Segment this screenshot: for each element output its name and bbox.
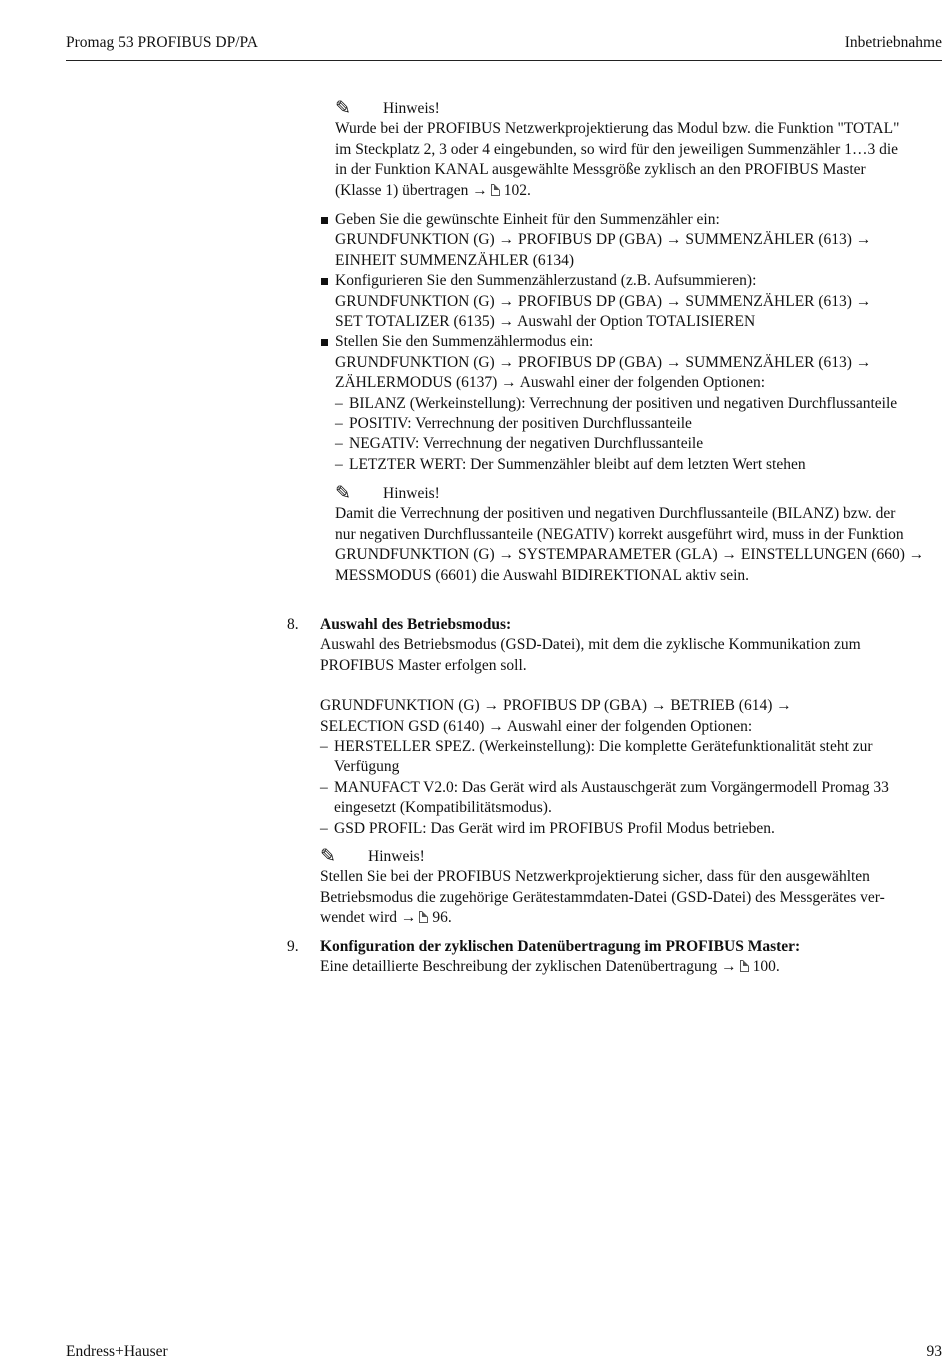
note-text-line: GRUNDFUNKTION (G) → SYSTEMPARAMETER (GLA) → EINSTELLUNGEN (660) → <box>335 546 925 564</box>
note-text-line: nur negativen Durchflussanteile (NEGATIV) korrekt ausgeführt wird, muss in der Funktion <box>335 525 904 543</box>
step-8: 8. Auswahl des Betriebsmodus: Auswahl des Betriebsmodus (GSD-Datei), mit dem die zyklische Kommunikation zum PROFIBUS Master erfolgen soll. GRUNDFUNKTION (G) → PROFIBUS DP (GBA) → BETRIEB (614) → SELECTION GSD (6140) → Auswahl einer der folgenden Optionen: – HERSTELLER SPEZ. (Werkeinstellung): Die komplette Gerätefunktionalität steht zur Verfügung – MANUFACT V2.0: Das Gerät wird als Austauschgerät zum Vorgängermodell Promag 33 eingesetzt (Kompatibilitätsmodus). – GSD PROFIL: Das Gerät wird im PROFIBUS Profil Modus betrieben. ✎ Hinweis! Stellen Sie bei der PROFIBUS Netzwerkprojektierung sicher, dass für den ausgewählten Betriebsmodus die zugehörige Gerätestammdaten-Datei (GSD-Datei) des Messgerätes ver- wendet wird → 96. <box>287 615 942 929</box>
bullet-square-icon <box>321 339 328 346</box>
note-label: Hinweis! <box>383 485 440 502</box>
note-text-line: Damit die Verrechnung der positiven und negativen Durchflussanteile (BILANZ) bzw. der <box>335 505 896 523</box>
note-block-2 <box>335 484 942 586</box>
list-item: Geben Sie die gewünschte Einheit für den Summenzähler ein: GRUNDFUNKTION (G) → PROFIBUS DP (GBA) → SUMMENZÄHLER (613) → EINHEIT SUMMENZÄHLER (6134) <box>335 210 942 271</box>
header-section-title: Inbetriebnahme <box>844 34 942 51</box>
list-item: – GSD PROFIL: Das Gerät wird im PROFIBUS Profil Modus betrieben. <box>320 819 775 837</box>
page-reference-icon <box>491 184 500 196</box>
list-item: – HERSTELLER SPEZ. (Werkeinstellung): Die komplette Gerätefunktionalität steht zur <box>320 738 873 756</box>
menu-path: SELECTION GSD (6140) → Auswahl einer der folgenden Optionen: <box>320 717 753 735</box>
note-label: Hinweis! <box>368 848 425 866</box>
list-item: Konfigurieren Sie den Summenzählerzustand (z.B. Aufsummieren): GRUNDFUNKTION (G) → PROFIBUS DP (GBA) → SUMMENZÄHLER (613) → SET TOTALIZER (6135) → Auswahl der Option TOTALISIEREN <box>335 271 942 332</box>
step-title: Konfiguration der zyklischen Datenübertragung im PROFIBUS Master: <box>320 938 801 955</box>
list-item: – MANUFACT V2.0: Das Gerät wird als Austauschgerät zum Vorgängermodell Promag 33 <box>320 778 889 796</box>
pencil-icon: ✎ <box>335 98 351 120</box>
list-item: Stellen Sie den Summenzählermodus ein: GRUNDFUNKTION (G) → PROFIBUS DP (GBA) → SUMMENZÄHLER (613) → ZÄHLERMODUS (6137) → Auswahl einer der folgenden Optionen: <box>335 332 942 393</box>
note-text-line: im Steckplatz 2, 3 oder 4 eingebunden, so wird für den jeweiligen Summenzähler 1…3 die <box>335 140 899 158</box>
note-text-line: in der Funktion KANAL ausgewählte Messgröße zyklisch an den PROFIBUS Master <box>335 161 866 179</box>
note-label: Hinweis! <box>383 100 440 117</box>
list-item: – POSITIV: Verrechnung der positiven Durchflussanteile <box>335 415 692 433</box>
note-text-line: MESSMODUS (6601) die Auswahl BIDIREKTIONAL aktiv sein. <box>335 566 750 584</box>
step-number: 8. <box>287 616 299 633</box>
list-item: – BILANZ (Werkeinstellung): Verrechnung der positiven und negativen Durchflussanteile <box>335 394 898 412</box>
page-reference: 100. <box>752 958 780 976</box>
bullet-square-icon <box>321 217 328 224</box>
page-reference: 102. <box>503 181 531 199</box>
header-document-title: Promag 53 PROFIBUS DP/PA <box>66 34 258 51</box>
step-9: 9. Konfiguration der zyklischen Datenübertragung im PROFIBUS Master: Eine detaillierte Beschreibung der zyklischen Datenübertragung → 100. <box>287 938 801 976</box>
footer-company: Endress+Hauser <box>66 1343 168 1360</box>
list-item: – NEGATIV: Verrechnung der negativen Durchflussanteile <box>335 435 704 453</box>
step-title: Auswahl des Betriebsmodus: <box>320 616 512 633</box>
page-reference-icon <box>419 911 428 923</box>
note-text-line: Wurde bei der PROFIBUS Netzwerkprojektierung das Modul bzw. die Funktion "TOTAL" <box>335 120 900 138</box>
page-reference-icon <box>740 960 749 972</box>
menu-path: GRUNDFUNKTION (G) → PROFIBUS DP (GBA) → BETRIEB (614) → <box>320 697 792 715</box>
pencil-icon: ✎ <box>335 483 351 505</box>
page-reference: 96. <box>432 909 452 927</box>
list-item: – LETZTER WERT: Der Summenzähler bleibt auf dem letzten Wert stehen <box>335 455 806 473</box>
bullet-square-icon <box>321 278 328 285</box>
bullet-list <box>335 210 942 475</box>
page-number: 93 <box>926 1343 942 1360</box>
header-rule <box>66 60 942 61</box>
note-text-line: (Klasse 1) übertragen → 102. <box>335 181 531 199</box>
step-number: 9. <box>287 938 299 955</box>
note-block-1 <box>335 99 942 201</box>
pencil-icon: ✎ <box>320 846 336 868</box>
